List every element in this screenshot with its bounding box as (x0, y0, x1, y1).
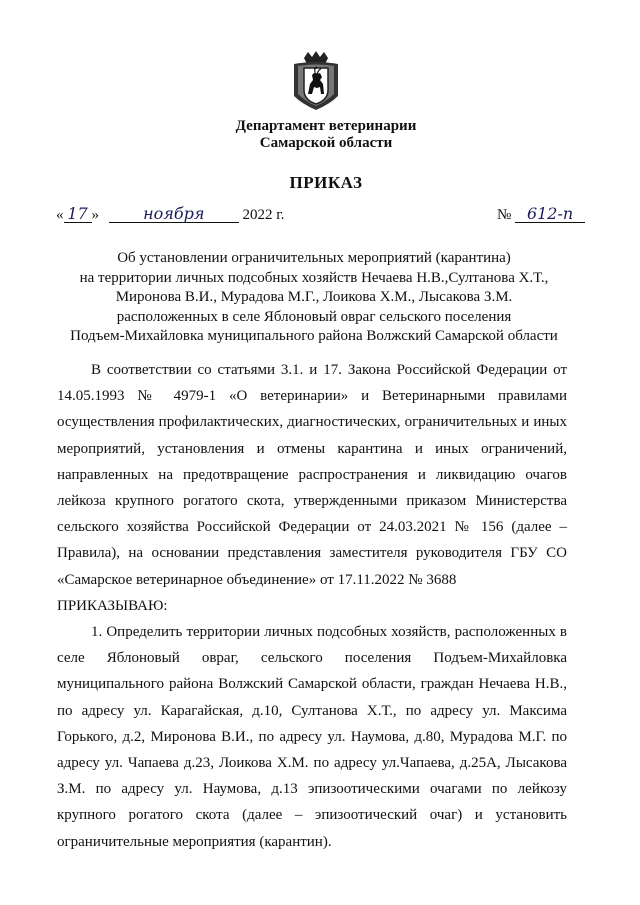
order-number (497, 206, 585, 224)
order-number-prefix: № (497, 207, 512, 223)
subject-line: Подъем-Михайловка муниципального района Волжский Самарской области (70, 328, 558, 345)
subject-line: на территории личных подсобных хозяйств Нечаева Н.В.,Султанова Х.Т., (79, 269, 549, 286)
date-month: ноября (109, 206, 239, 223)
subject-line: Миронова В.И., Мурадова М.Г., Лоикова Х.М., Лысакова З.М. (115, 289, 513, 306)
department-name: Департамент ветеринарии (235, 118, 417, 134)
date-year: 2022 г. (242, 207, 285, 223)
order-body (57, 357, 567, 855)
order-subject (40, 249, 588, 347)
coat-of-arms-icon (290, 50, 342, 112)
document-title: ПРИКАЗ (289, 173, 363, 192)
subject-line: расположенных в селе Яблоновый овраг сельского поселения (116, 308, 512, 325)
order-item-1: 1. Определить территории личных подсобных хозяйств, расположенных в селе Яблоновый овраг, сельского поселения Подъем-Михайловка муниципального района Волжский Самарской области, граждан Нечаева Н.В., по адресу ул. Карагайская, д.10, Султанова Х.Т., по адресу ул. Максима Горького, д.2, Миронова В.И., по адресу ул. Наумова, д.80, Мурадова М.Г. по адресу ул. Чапаева д.23, Лоикова Х.М. по адресу ул.Чапаева, д.25А, Лысакова З.М. по адресу ул. Наумова, д.13 эпизоотическими очагами по лейкозу крупного рогатого скота (далее – эпизоотический очаг) и установить ограничительные мероприятия (карантин). (57, 624, 567, 850)
date-day: 17 (64, 206, 92, 223)
order-date (56, 206, 284, 224)
department-region: Самарской области (259, 135, 393, 151)
date-open-quote: « (56, 207, 64, 223)
order-number-value: 612-п (515, 206, 585, 223)
date-close-quote: » (91, 207, 99, 223)
preamble-paragraph: В соответствии со статьями 3.1. и 17. Закона Российской Федерации от 14.05.1993 № 4979-1 «О ветеринарии» и Ветеринарными правилами осуществления профилактических, диагностических, ограничительных и иных мероприятий, установления и отмены карантина и иных ограничений, направленных на предотвращение распространения и ликвидацию очагов лейкоза крупного рогатого скота, утвержденными приказом Министерства сельского хозяйства Российской Федерации от 24.03.2021 № 156 (далее – Правила), на основании представления заместителя руководителя ГБУ СО «Самарское ветеринарное объединение» от 17.11.2022 № 3688 (57, 362, 567, 588)
order-word: ПРИКАЗЫВАЮ: (57, 597, 168, 614)
subject-line: Об установлении ограничительных мероприятий (карантина) (117, 250, 511, 266)
